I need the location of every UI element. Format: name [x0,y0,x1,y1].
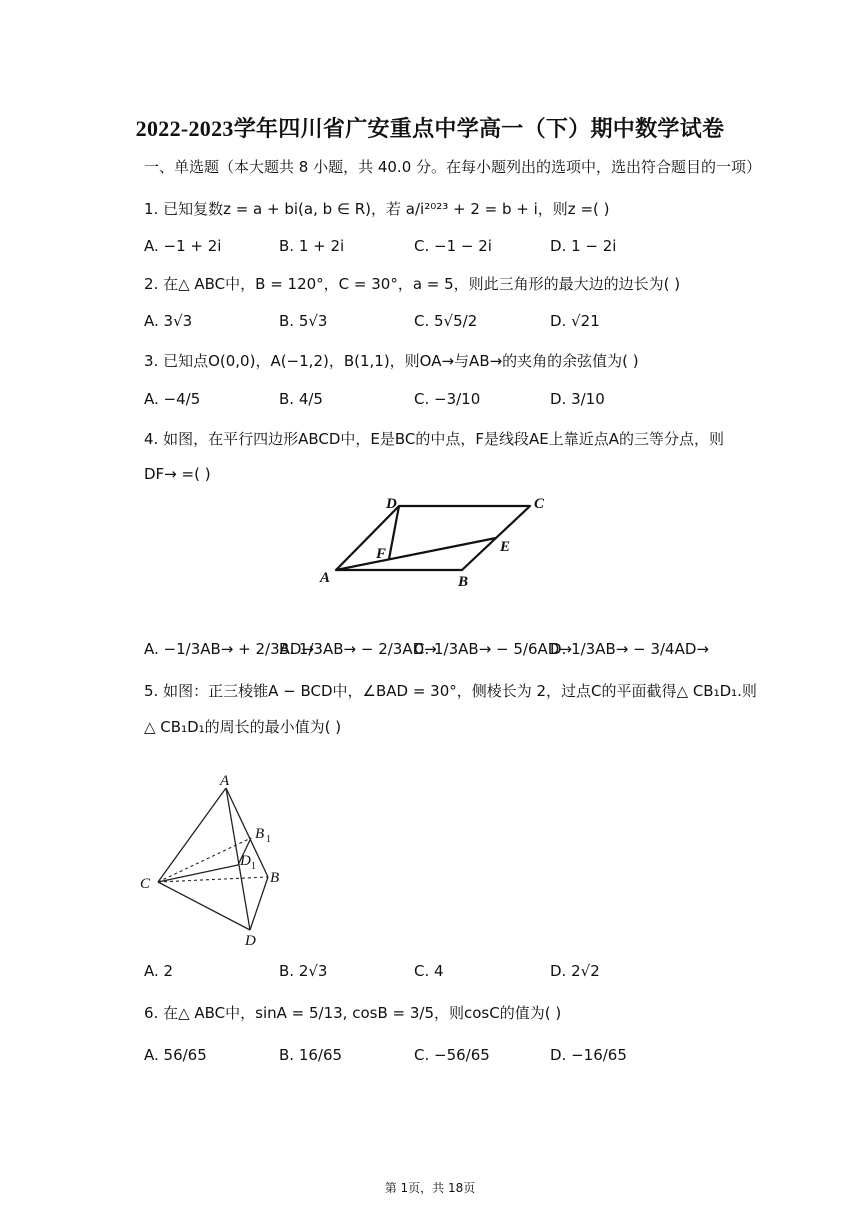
label-d: D [386,496,397,512]
label-d: D [245,933,256,949]
page-footer: 第 1页，共 18页 [384,1181,476,1195]
segment-ae [336,538,496,570]
question-5-stem: 5. 如图：正三棱锥A − BCD中，∠BAD = 30°，侧棱长为 2，过点C的平面截得△ CB₁D₁.则 [144,682,757,700]
label-b1-sub: 1 [266,834,271,845]
page-title: 2022-2023学年四川省广安重点中学高一（下）期中数学试卷 [135,116,725,141]
parallelogram-figure [310,488,560,588]
q6-option-d: D. −16/65 [550,1046,627,1064]
edge-ac [158,788,226,882]
label-a: A [320,570,331,586]
parallelogram-abcd [336,506,530,570]
question-2-stem: 2. 在△ ABC中，B = 120°，C = 30°，a = 5，则此三角形的最大边的边长为( ) [144,275,681,293]
label-b: B [458,574,469,588]
label-f: F [376,546,387,562]
q3-option-d: D. 3/10 [550,390,605,408]
label-e: E [500,539,511,555]
q5-option-a: A. 2 [144,962,174,980]
label-b: B [270,870,280,886]
q4-option-b: B. 1/3AB→ − 2/3AD→ [279,640,437,658]
question-4-stem: 4. 如图，在平行四边形ABCD中，E是BC的中点，F是线段AE上靠近点A的三等分点，则 [144,430,725,448]
section-heading: 一、单选题（本大题共 8 小题，共 40.0 分。在每小题列出的选项中，选出符合题目的一项） [144,158,762,176]
question-6-stem: 6. 在△ ABC中，sinA = 5/13, cosB = 3/5，则cosC的值为( ) [144,1004,562,1022]
label-b1: B [255,826,265,842]
edge-cd [158,882,250,930]
q2-option-c: C. 5√5/2 [414,312,478,330]
q1-option-a: A. −1 + 2i [144,237,222,255]
q6-option-c: C. −56/65 [414,1046,490,1064]
edge-bd [250,877,268,930]
q3-option-c: C. −3/10 [414,390,481,408]
question-4-stem-cont: DF→ =( ) [144,465,211,483]
q3-option-b: B. 4/5 [279,390,323,408]
label-a: A [220,773,230,789]
pyramid-figure [130,770,300,955]
q2-option-a: A. 3√3 [144,312,193,330]
q4-option-a: A. −1/3AB→ + 2/3AD→ [144,640,314,658]
q3-option-a: A. −4/5 [144,390,201,408]
q2-option-b: B. 5√3 [279,312,328,330]
q4-option-d: D. 1/3AB→ − 3/4AD→ [550,640,709,658]
q5-option-d: D. 2√2 [550,962,600,980]
q2-option-d: D. √21 [550,312,600,330]
label-c: C [534,496,545,512]
q5-option-c: C. 4 [414,962,444,980]
question-5-stem-cont: △ CB₁D₁的周长的最小值为( ) [144,718,342,736]
label-d1: D [240,853,251,869]
q6-option-b: B. 16/65 [279,1046,343,1064]
q1-option-d: D. 1 − 2i [550,237,617,255]
q6-option-a: A. 56/65 [144,1046,207,1064]
q4-option-c: C. 1/3AB→ − 5/6AD→ [414,640,572,658]
edge-cb1-hidden [158,838,251,882]
label-d1-sub: 1 [251,861,256,872]
q1-option-b: B. 1 + 2i [279,237,345,255]
edge-cb-hidden [158,877,268,882]
question-1-stem: 1. 已知复数z = a + bi(a, b ∈ R)，若 a/i²⁰²³ + 2 = b + i，则z =( ) [144,200,610,218]
label-c: C [140,876,151,892]
question-3-stem: 3. 已知点O(0,0)，A(−1,2)，B(1,1)，则OA→与AB→的夹角的余弦值为( ) [144,352,639,370]
q1-option-c: C. −1 − 2i [414,237,492,255]
q5-option-b: B. 2√3 [279,962,328,980]
